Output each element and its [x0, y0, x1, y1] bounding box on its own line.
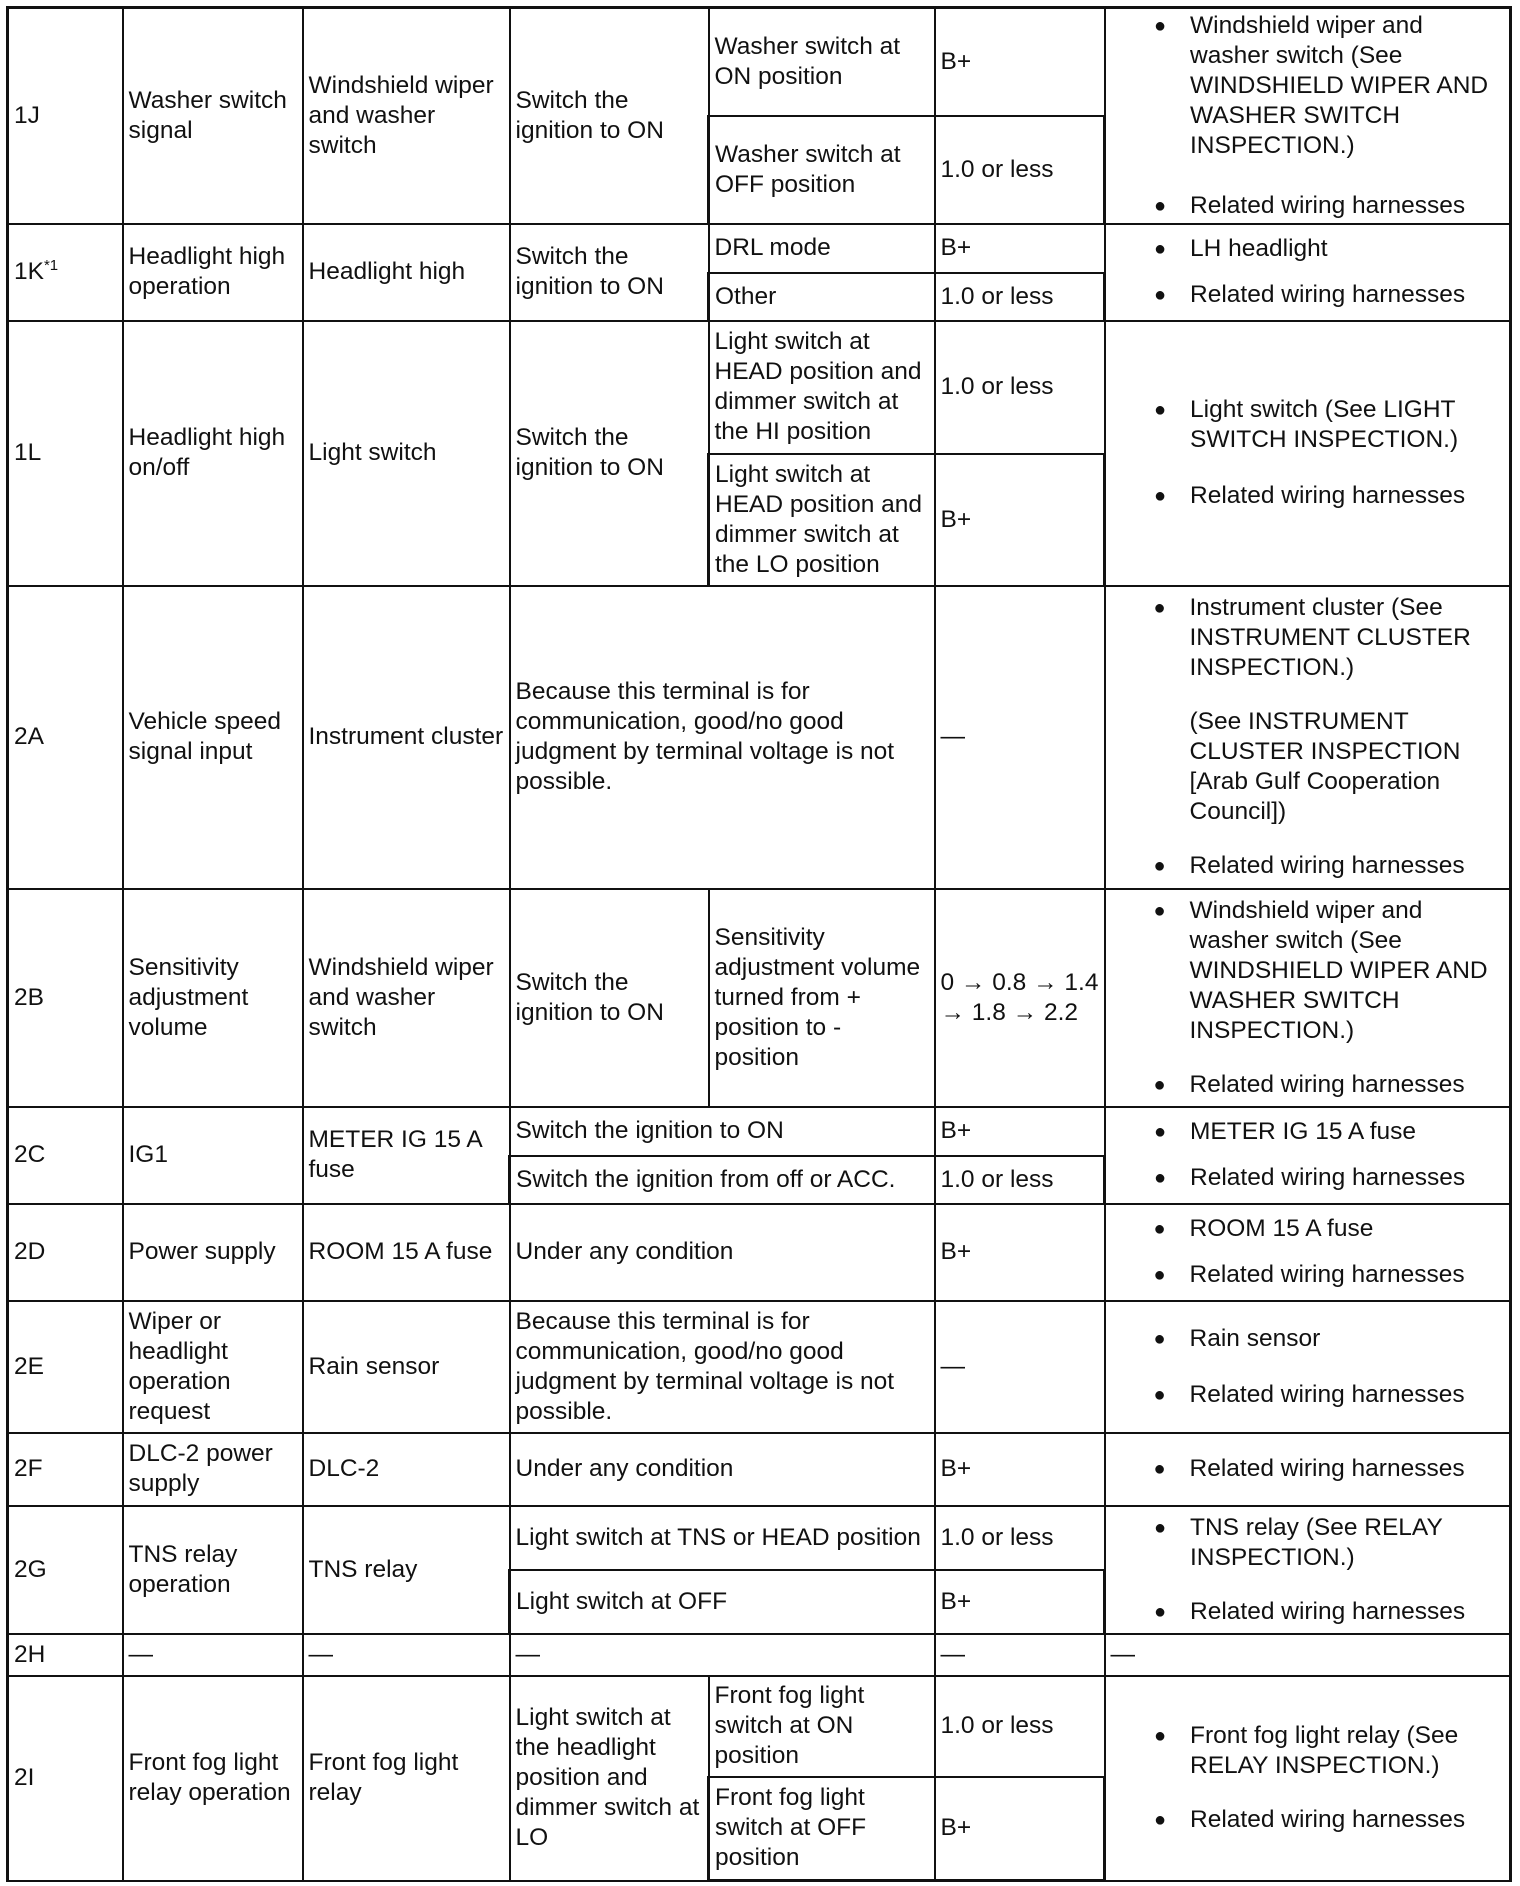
voltage-cell: B+ [935, 1570, 1105, 1634]
check-item: ● ROOM 15 A fuse [1190, 1214, 1505, 1244]
connected-to-cell: — [303, 1634, 510, 1676]
condition-cell: Sensitivity adjustment volume turned from + position to - position [709, 889, 935, 1107]
signal-cell: DLC-2 power supply [123, 1433, 303, 1506]
check-item: ● TNS relay (See RELAY INSPECTION.) [1190, 1513, 1504, 1573]
voltage-cell: B+ [935, 1107, 1105, 1156]
voltage-cell: B+ [935, 1777, 1105, 1881]
connected-to-cell: ROOM 15 A fuse [303, 1204, 510, 1301]
check-item: ● Related wiring harnesses [1190, 1454, 1505, 1484]
table-row [8, 1301, 1511, 1433]
voltage-cell: 0 → 0.8 → 1.4 → 1.8 → 2.2 [935, 889, 1105, 1107]
terminal-voltage-table [6, 6, 1512, 1882]
voltage-cell: B+ [935, 1204, 1105, 1301]
check-item: ● Windshield wiper and washer switch (See WINDSHIELD WIPER AND WASHER SWITCH INSPECTION.) [1190, 896, 1505, 1046]
terminal-label: 1K [14, 258, 44, 285]
condition-cell: Switch the ignition to ON [510, 1107, 935, 1156]
check-item: ● Related wiring harnesses [1190, 481, 1504, 511]
connected-to-cell: Light switch [303, 321, 510, 586]
terminal-cell: 2F [8, 1433, 123, 1506]
signal-cell: Headlight high operation [123, 224, 303, 321]
check-item: ● Instrument cluster (See INSTRUMENT CLUSTER INSPECTION.) [1190, 593, 1505, 683]
test-condition-cell: — [510, 1634, 935, 1676]
terminal-cell: 2A [8, 586, 123, 889]
signal-cell: Sensitivity adjustment volume [123, 889, 303, 1107]
voltage-cell: — [935, 1634, 1105, 1676]
signal-cell: Headlight high on/off [123, 321, 303, 586]
test-condition-cell: Because this terminal is for communication, good/no good judgment by terminal voltage is not possible. [510, 1301, 935, 1433]
table-row [8, 321, 1511, 454]
check-item-cell [1105, 1433, 1511, 1506]
check-item-cell [1105, 1676, 1511, 1881]
voltage-cell: 1.0 or less [935, 1676, 1105, 1777]
check-item: ● Light switch (See LIGHT SWITCH INSPECTION.) [1190, 395, 1504, 455]
check-item: ● METER IG 15 A fuse [1190, 1117, 1504, 1147]
connected-to-cell: Instrument cluster [303, 586, 510, 889]
terminal-cell: 2C [8, 1107, 123, 1204]
condition-cell: Light switch at HEAD position and dimmer switch at the LO position [709, 454, 935, 586]
condition-cell: Front fog light switch at OFF position [709, 1777, 935, 1881]
check-item-cell [1105, 1506, 1511, 1634]
check-item-cell [1105, 224, 1511, 321]
table-row [8, 1676, 1511, 1777]
test-condition-cell: Under any condition [510, 1433, 935, 1506]
table-row [8, 586, 1511, 889]
check-item: ● Front fog light relay (See RELAY INSPECTION.) [1190, 1721, 1504, 1781]
condition-cell: DRL mode [709, 224, 935, 273]
signal-cell: IG1 [123, 1107, 303, 1204]
test-condition-cell: Switch the ignition to ON [510, 889, 709, 1107]
check-item-cell [1105, 8, 1511, 224]
terminal-cell: 1J [8, 8, 123, 224]
condition-cell: Washer switch at OFF position [709, 116, 935, 224]
table-row [8, 1506, 1511, 1570]
signal-cell: Power supply [123, 1204, 303, 1301]
voltage-cell: B+ [935, 454, 1105, 586]
signal-cell: Washer switch signal [123, 8, 303, 224]
check-item: ● Related wiring harnesses [1190, 1070, 1505, 1100]
terminal-cell: 2G [8, 1506, 123, 1634]
voltage-cell: 1.0 or less [935, 1506, 1105, 1570]
table-row [8, 889, 1511, 1107]
page [6, 6, 1512, 1882]
check-item-cell [1105, 586, 1511, 889]
connected-to-cell: Windshield wiper and washer switch [303, 8, 510, 224]
check-item: ● Related wiring harnesses [1190, 1380, 1505, 1410]
check-item: ● Windshield wiper and washer switch (See WINDSHIELD WIPER AND WASHER SWITCH INSPECTION.) [1190, 11, 1504, 161]
table-row [8, 224, 1511, 273]
voltage-cell: B+ [935, 1433, 1105, 1506]
condition-cell: Washer switch at ON position [709, 8, 935, 116]
terminal-cell: 2B [8, 889, 123, 1107]
connected-to-cell: Front fog light relay [303, 1676, 510, 1881]
terminal-cell: 2H [8, 1634, 123, 1676]
terminal-cell: 1L [8, 321, 123, 586]
voltage-cell: B+ [935, 224, 1105, 273]
connected-to-cell: DLC-2 [303, 1433, 510, 1506]
test-condition-cell: Under any condition [510, 1204, 935, 1301]
voltage-cell: — [935, 586, 1105, 889]
connected-to-cell: Windshield wiper and washer switch [303, 889, 510, 1107]
voltage-cell: — [935, 1301, 1105, 1433]
condition-cell: Switch the ignition from off or ACC. [510, 1156, 935, 1204]
test-condition-cell: Because this terminal is for communication, good/no good judgment by terminal voltage is not possible. [510, 586, 935, 889]
check-item: ● LH headlight [1190, 234, 1504, 264]
condition-cell: Other [709, 273, 935, 321]
voltage-cell: 1.0 or less [935, 273, 1105, 321]
condition-cell: Front fog light switch at ON position [709, 1676, 935, 1777]
check-item: ● Rain sensor [1190, 1324, 1505, 1354]
test-condition-cell: Light switch at the headlight position and dimmer switch at LO [510, 1676, 709, 1881]
check-item-cell [1105, 1301, 1511, 1433]
table-row [8, 1204, 1511, 1301]
check-item: ● Related wiring harnesses [1190, 1805, 1504, 1835]
terminal-cell: 2D [8, 1204, 123, 1301]
test-condition-cell: Switch the ignition to ON [510, 8, 709, 224]
signal-cell: Wiper or headlight operation request [123, 1301, 303, 1433]
voltage-cell: B+ [935, 8, 1105, 116]
connected-to-cell: Rain sensor [303, 1301, 510, 1433]
table-row [8, 8, 1511, 116]
terminal-cell: 2E [8, 1301, 123, 1433]
table-row [8, 1433, 1511, 1506]
voltage-cell: 1.0 or less [935, 116, 1105, 224]
voltage-cell: 1.0 or less [935, 321, 1105, 454]
check-item: ● Related wiring harnesses [1190, 191, 1504, 221]
connected-to-cell: METER IG 15 A fuse [303, 1107, 510, 1204]
check-item-cell [1105, 1107, 1511, 1204]
table-row [8, 1634, 1511, 1676]
check-item: ● Related wiring harnesses [1190, 280, 1504, 310]
check-item-cell [1105, 1204, 1511, 1301]
check-item: ● Related wiring harnesses [1190, 1163, 1504, 1193]
signal-cell: TNS relay operation [123, 1506, 303, 1634]
terminal-cell [8, 224, 123, 321]
check-item: ● Related wiring harnesses [1190, 1597, 1504, 1627]
test-condition-cell: Switch the ignition to ON [510, 321, 709, 586]
table-row [8, 1107, 1511, 1156]
connected-to-cell: Headlight high [303, 224, 510, 321]
condition-cell: Light switch at HEAD position and dimmer switch at the HI position [709, 321, 935, 454]
check-item-cell [1105, 321, 1511, 586]
check-item: ● Related wiring harnesses [1190, 851, 1505, 881]
signal-cell: Front fog light relay operation [123, 1676, 303, 1881]
check-item-cell: — [1105, 1634, 1511, 1676]
signal-cell: — [123, 1634, 303, 1676]
signal-cell: Vehicle speed signal input [123, 586, 303, 889]
voltage-cell: 1.0 or less [935, 1156, 1105, 1204]
check-item-cell [1105, 889, 1511, 1107]
condition-cell: Light switch at OFF [510, 1570, 935, 1634]
condition-cell: Light switch at TNS or HEAD position [510, 1506, 935, 1570]
connected-to-cell: TNS relay [303, 1506, 510, 1634]
terminal-cell: 2I [8, 1676, 123, 1881]
footnote-mark: *1 [43, 256, 59, 274]
check-item-note: (See INSTRUMENT CLUSTER INSPECTION [Arab Gulf Cooperation Council]) [1189, 708, 1461, 825]
check-item: ● Related wiring harnesses [1190, 1260, 1505, 1290]
test-condition-cell: Switch the ignition to ON [510, 224, 709, 321]
